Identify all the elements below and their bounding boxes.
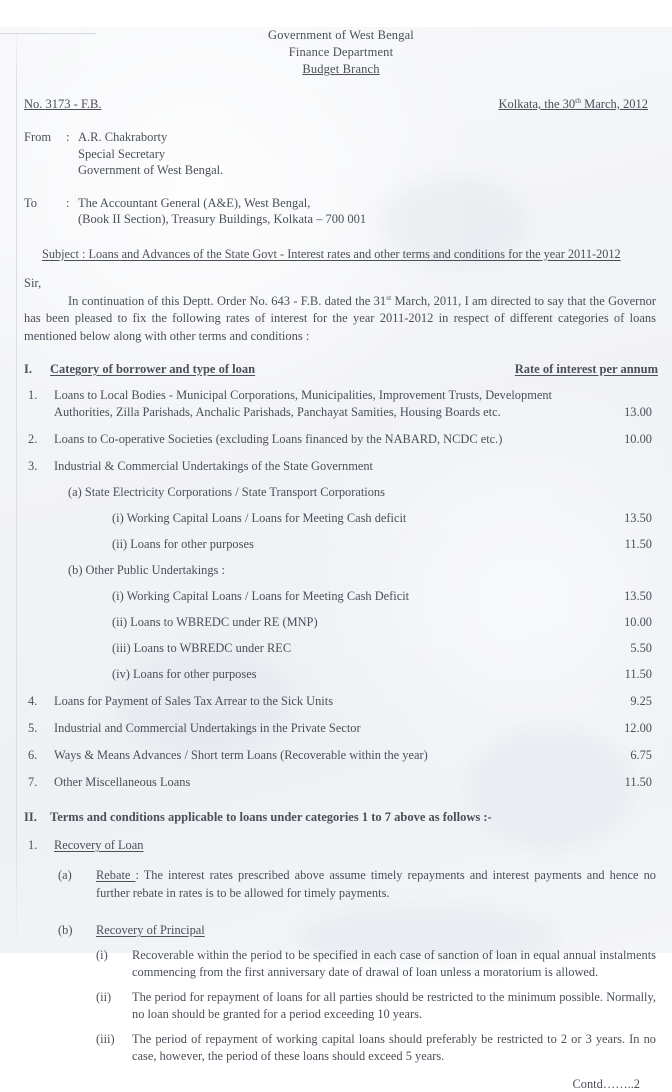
loan-category-rate: 10.00 [624,432,652,446]
reference-number: No. 3173 - F.B. [24,97,102,111]
loan-category-text: Loans for Payment of Sales Tax Arrear to the Sick Units [54,694,334,708]
loan-category-row [24,666,658,683]
loan-category-marker: 7. [28,775,38,789]
loan-category-row [24,747,658,764]
principal-point-marker: (i) [96,947,108,962]
loan-category-rate: 12.00 [624,721,652,735]
from-organisation: Government of West Bengal. [78,163,224,177]
loan-category-marker: 2. [28,432,38,446]
clause-rebate-lead: Rebate [96,868,136,882]
clause-rebate [24,867,658,902]
clause-rebate-text: : The interest rates prescribed above assume timely repayments and interest payments and hence no further rebate in rates is to be allowed for timely payments. [96,868,657,900]
reference-row [24,97,658,112]
loan-category-marker: 1. [28,388,38,402]
loan-category-rate: 10.00 [624,615,652,629]
section-one-heading [24,362,658,377]
salutation: Sir, [24,275,42,290]
rate-column-header: Rate of interest per annum [514,362,658,376]
loan-category-row [24,562,658,579]
from-details [78,129,658,179]
loan-category-rate: 11.50 [624,667,652,681]
principal-point-row [24,989,658,1024]
recovery-of-loan-title: Recovery of Loan [54,838,144,852]
recovery-of-loan-number: 1. [28,838,38,852]
loan-category-text: (ii) Loans to WBREDC under RE (MNP) [112,615,318,629]
principal-point-text: Recoverable within the period to be specified in each case of sanction of loan in equal annual instalments commencing from the first anniversary date of drawal of loan unless a moratorium is allowed. [132,947,656,979]
loan-category-row [24,588,658,605]
loan-category-row [24,536,658,553]
from-colon: : [66,130,70,144]
clause-rebate-body [96,867,658,902]
clause-rebate-marker: (a) [58,868,72,882]
principal-point-text: The period for repayment of loans for all parties should be restricted to the minimum possible. Normally, no loan should be granted for a period exceeding 10 years. [132,989,656,1021]
section-two-title: Terms and conditions applicable to loans under categories 1 to 7 above as follows :- [50,810,492,824]
loan-category-text: (iii) Loans to WBREDC under REC [112,641,292,655]
letterhead-government: Government of West Bengal [268,28,414,42]
to-details [78,195,658,228]
section-one-title: Category of borrower and type of loan [50,362,256,376]
loan-category-text: (iv) Loans for other purposes [112,667,257,681]
loan-category-row [24,614,658,631]
loan-category-rate: 9.25 [630,694,652,708]
loan-category-marker: 6. [28,748,38,762]
loan-category-marker: 3. [28,459,38,473]
loan-category-text: (a) State Electricity Corporations / State Transport Corporations [68,485,385,499]
subject-line: Subject : Loans and Advances of the State Govt - Interest rates and other terms and conditions for the year 2011-2012 [42,246,621,261]
loan-category-rate: 6.75 [630,748,652,762]
loan-category-row [24,693,658,710]
section-two-numeral: II. [24,810,37,824]
reference-date [498,97,648,112]
letterhead-branch: Budget Branch [302,62,380,76]
loan-category-marker: 5. [28,721,38,735]
from-block [24,129,658,179]
loan-category-text: Ways & Means Advances / Short term Loans (Recoverable within the year) [54,748,428,762]
recovery-of-loan-heading [24,838,658,853]
loan-category-row [24,458,658,475]
loan-category-list [24,387,658,791]
loan-category-text: Industrial and Commercial Undertakings in the Private Sector [54,721,361,735]
loan-category-row [24,484,658,501]
date-ordinal-suffix: th [575,95,581,105]
loan-category-rate: 11.50 [624,537,652,551]
to-address: (Book II Section), Treasury Buildings, Kolkata – 700 001 [78,212,367,226]
loan-category-row [24,431,658,448]
recovery-of-principal-points [24,947,658,1066]
loan-category-text: Industrial & Commercial Undertakings of the State Government [54,459,373,473]
principal-point-row [24,1031,658,1066]
intro-paragraph: In continuation of this Deptt. Order No. 643 - F.B. dated the 31st March, 2011, I am directed to say that the Governor has been pleased to fix the following rates of interest for the year 2011-2012 in respect of different categories of loans mentioned below along with other terms and conditions : [24,292,656,343]
clause-principal-title-wrap [96,922,658,940]
from-to-block [24,129,658,228]
principal-point-row [24,947,658,982]
loan-category-rate: 13.50 [624,589,652,603]
loan-category-text: (i) Working Capital Loans / Loans for Meeting Cash Deficit [112,589,410,603]
clause-principal-title: Recovery of Principal [96,923,205,937]
loan-category-text: (ii) Loans for other purposes [112,537,254,551]
loan-category-text: (i) Working Capital Loans / Loans for Meeting Cash deficit [112,511,407,525]
principal-point-marker: (iii) [96,1031,115,1046]
loan-category-rate: 11.50 [624,775,652,789]
loan-category-row [24,720,658,737]
section-two-heading [24,810,658,825]
letterhead [24,27,658,78]
scanned-document-page [0,27,672,1091]
to-colon: : [66,195,70,210]
loan-category-row [24,774,658,791]
to-addressee: The Accountant General (A&E), West Bengal, [78,195,311,210]
letterhead-department: Finance Department [288,45,394,59]
loan-category-rate: 13.50 [624,511,652,525]
to-label: To [24,195,38,210]
loan-category-rate: 13.00 [624,405,652,419]
loan-category-text: Other Miscellaneous Loans [54,775,191,789]
document-body [0,27,672,1092]
loan-category-row [24,640,658,657]
clause-recovery-of-principal [24,922,658,940]
from-name: A.R. Chakraborty [78,130,168,144]
to-block [24,195,658,228]
loan-category-text: Loans to Local Bodies - Municipal Corporations, Municipalities, Improvement Trusts, Development Authorities, Zilla Parishads, Anchalic Parishads, Panchayat Samities, Housing Boards etc. [54,388,552,419]
principal-point-marker: (ii) [96,989,112,1004]
from-label: From [24,130,52,144]
from-designation: Special Secretary [78,146,166,161]
loan-category-row [24,387,658,421]
principal-point-text: The period of repayment of working capital loans should preferably be restricted to 2 or 3 years. In no case, however, the period of these loans should exceed 5 years. [132,1031,656,1063]
loan-category-text: (b) Other Public Undertakings : [68,563,225,577]
loan-category-row [24,510,658,527]
clause-principal-marker: (b) [58,923,73,937]
date-place-prefix: Kolkata, the 30 [498,97,576,111]
loan-category-text: Loans to Co-operative Societies (excluding Loans financed by the NABARD, NCDC etc.) [54,432,503,446]
loan-category-marker: 4. [28,694,38,708]
loan-category-rate: 5.50 [630,641,652,655]
continuation-note: Contd……..2 [572,1076,640,1091]
date-month-year: March, 2012 [581,97,648,111]
section-one-numeral: I. [24,362,32,376]
